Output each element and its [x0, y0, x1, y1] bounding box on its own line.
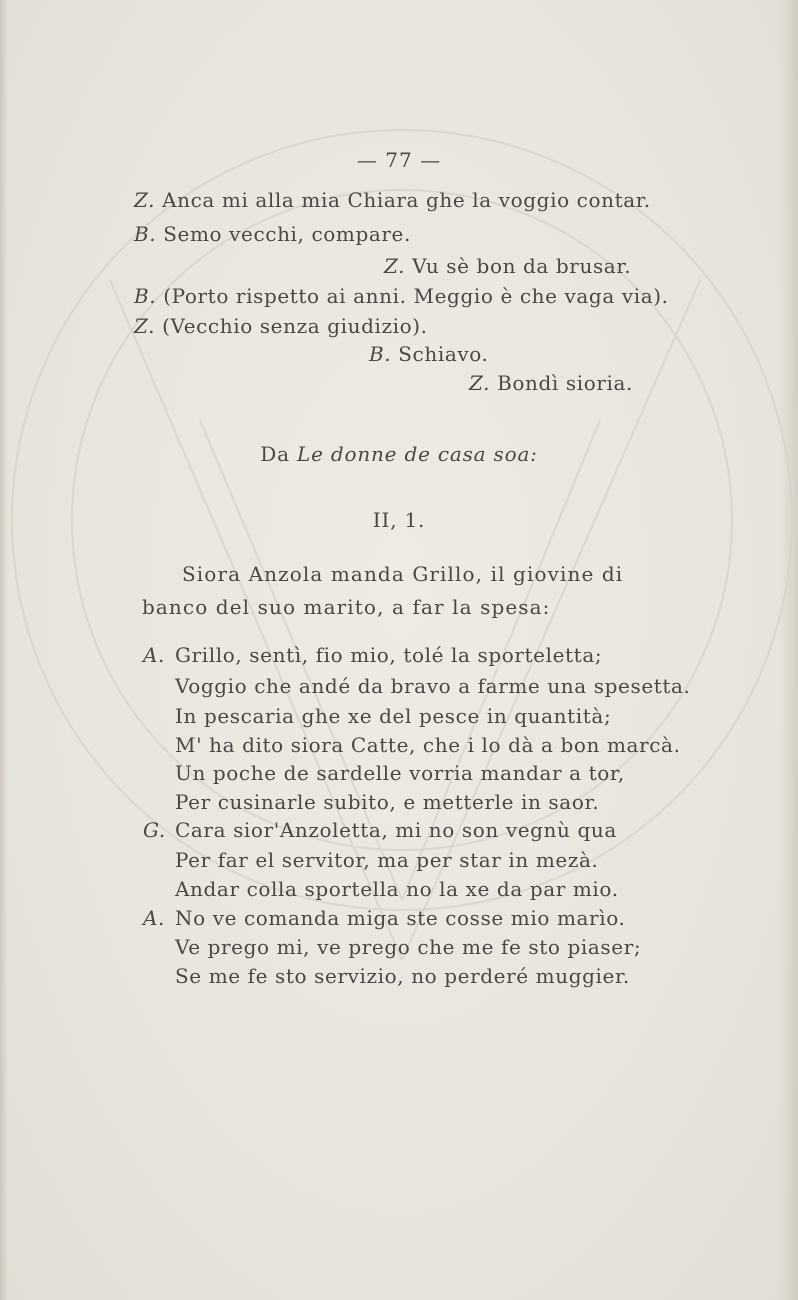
verse-line	[143, 908, 625, 928]
verse-line	[175, 850, 598, 870]
dialogue-text: (Vecchio senza giudizio).	[162, 314, 428, 338]
source-heading	[0, 442, 798, 466]
dialogue-text: Bondì sioria.	[497, 371, 633, 395]
speaker-label: G.	[143, 818, 166, 842]
verse-line	[175, 735, 681, 755]
speaker-label: B.	[134, 222, 157, 246]
verse-text: Per cusinarle subito, e metterle in saor.	[175, 790, 600, 814]
dialogue-text: Anca mi alla mia Chiara ghe la voggio contar.	[162, 188, 651, 212]
dialogue-line	[134, 286, 669, 306]
verse-text: In pescaria ghe xe del pesce in quantità;	[175, 704, 612, 728]
verse-text: Voggio che andé da bravo a farme una spesetta.	[175, 674, 691, 698]
verse-text: No ve comanda miga ste cosse mio marìo.	[175, 906, 626, 930]
speaker-label: B.	[134, 284, 157, 308]
dialogue-line	[134, 190, 651, 210]
verse-text: Andar colla sportella no la xe da par mio.	[175, 877, 619, 901]
dialogue-line	[369, 344, 488, 364]
dialogue-text: Vu sè bon da brusar.	[412, 254, 632, 278]
dialogue-text: Schiavo.	[398, 342, 489, 366]
source-title: Le donne de casa soa:	[297, 442, 538, 466]
source-prefix: Da	[260, 442, 290, 466]
dialogue-line	[134, 224, 411, 244]
verse-text: M' ha dito siora Catte, che i lo dà a bon marcà.	[175, 733, 681, 757]
intro-line: banco del suo marito, a far la spesa:	[142, 595, 551, 619]
verse-line	[143, 645, 602, 665]
verse-text: Grillo, sentì, fio mio, tolé la sporteletta;	[175, 643, 603, 667]
verse-text: Un poche de sardelle vorria mandar a tor,	[175, 761, 625, 785]
verse-line	[143, 820, 617, 840]
speaker-label: B.	[369, 342, 392, 366]
scene-heading: II, 1.	[372, 508, 426, 532]
dialogue-line	[134, 316, 428, 336]
verse-line	[175, 763, 625, 783]
verse-text: Ve prego mi, ve prego che me fe sto piaser;	[175, 935, 642, 959]
verse-line	[175, 966, 630, 986]
verse-text: Se me fe sto servizio, no perderé muggier.	[175, 964, 630, 988]
speaker-label: Z.	[134, 314, 156, 338]
speaker-label: Z.	[384, 254, 406, 278]
dialogue-text: Semo vecchi, compare.	[163, 222, 411, 246]
verse-line	[175, 676, 691, 696]
speaker-label: A.	[143, 643, 166, 667]
verse-line	[175, 937, 641, 957]
verse-line	[175, 792, 599, 812]
speaker-label: A.	[143, 906, 166, 930]
speaker-label: Z.	[134, 188, 156, 212]
verse-text: Cara sior'Anzoletta, mi no son vegnù qua	[175, 818, 617, 842]
dialogue-line	[469, 373, 633, 393]
verse-text: Per far el servitor, ma per star in mezà.	[175, 848, 599, 872]
dialogue-line	[384, 256, 631, 276]
verse-line	[175, 706, 611, 726]
verse-line	[175, 879, 619, 899]
dialogue-text: (Porto rispetto ai anni. Meggio è che vaga via).	[163, 284, 669, 308]
speaker-label: Z.	[469, 371, 491, 395]
intro-line: Siora Anzola manda Grillo, il giovine di	[182, 562, 624, 586]
page-number: — 77 —	[356, 148, 442, 172]
